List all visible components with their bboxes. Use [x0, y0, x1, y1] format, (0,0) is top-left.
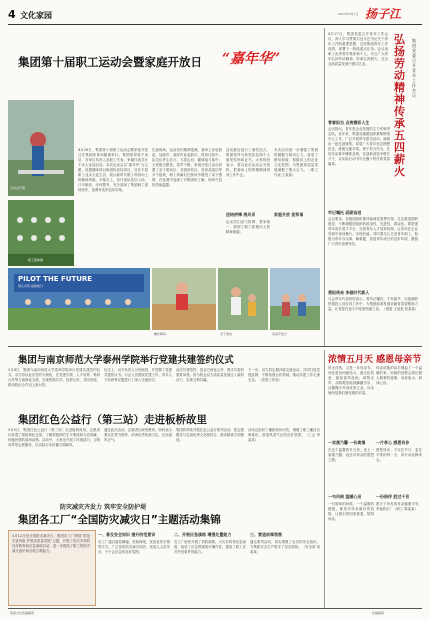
- footer-rule: [8, 608, 422, 609]
- photo-opening-ceremony-image: [8, 100, 74, 196]
- essay-subhead-2: 一句问候 温暖心田: [328, 494, 362, 499]
- section-divider-1: [8, 346, 422, 347]
- essay-title: 浓情五月天 感恩母亲节: [328, 355, 422, 365]
- section-title: 文化家园: [20, 11, 52, 20]
- article4-col2: 各工厂通过悬挂横幅、张贴海报、发放宣传手册等方式，广泛宣传防灾减灾知识，营造人人讲安全、个个会应急的良好氛围。: [98, 540, 170, 554]
- article4-title: 集团各工厂“全国防灾减灾日”主题活动集锦: [18, 514, 221, 526]
- main-article-col3b: 运动员们奋力拼搏、勇争第一，展现了职工积极向上的精神面貌。: [226, 220, 270, 234]
- photo-sports-moment: [152, 268, 216, 330]
- essay-subhead-4: 一份陪伴 胜过千言: [376, 494, 410, 499]
- right-col-divider: [324, 28, 325, 346]
- photo-sports-moment-image: [152, 268, 216, 330]
- right-col-subhead-2: 牢记嘱托 砥砺奋进: [328, 210, 362, 215]
- main-article-col2: 比赛现场，运动员们精神饱满，赛场上你追我赶，加油声、欢呼声此起彼伏。拔河比赛中，队员们齐心协力，力拔山河；趣味接力赛中，大家配合默契，笑声不断。家庭开放日活动设置了亲子游戏区、非遗体验区、美食品鉴区等多个板块，职工家属们在游戏中增进了亲子感情，在参观中加深了对集团的了解，现场气氛热烈而温馨。: [152, 148, 222, 187]
- main-subhead-1: 团结拼搏 展风采: [226, 212, 256, 217]
- article4-subhead-3: 三、营造浓厚氛围: [250, 532, 282, 537]
- page-number: 4: [8, 8, 16, 21]
- right-col-subhead-1: 青春担当 点亮精彩人生: [328, 120, 370, 125]
- photo1-caption: 运动会开幕: [10, 186, 26, 190]
- article4-col3: 各工厂组织开展了消防疏散、火灾扑救等应急演练，检验了应急预案的可操作性，提高了职工应对突发事件的能力。: [174, 540, 246, 554]
- issue-date: 2023年5月1日: [338, 12, 359, 16]
- main-article-col4: 本次活动进一步增强了集团的凝聚力和向心力，营造了团结和谐、积极向上的企业文化氛围，为集团高质量发展凝聚了强大合力。（职工代表 王某某）: [274, 148, 318, 177]
- article4-subhead-2: 二、开展应急演练 增强处置能力: [174, 532, 232, 537]
- masthead-logo: 扬子江: [365, 7, 402, 21]
- right-col-intro: 4月27日，集团党委召开青年工作会议，深入学习贯彻习近平总书记关于青年工作的重要思想，总结集团青年工作成绩，部署下一阶段重点任务。会议表彰了优秀青年集体和个人，号召广大青年弘扬劳动精神，传承五四薪火，在企业高质量发展中建功立业。: [328, 32, 388, 66]
- article4-subhead-1: 一、普及安全知识 提升防范意识: [98, 532, 156, 537]
- right-col-body-1: 会议指出，青年是企业发展的生力军和突击队。近年来，集团各级团组织紧紧围绕中心工作，广泛开展青年建功活动，涌现出一批先进典型。希望广大青年坚定理想信念，练就过硬本领，勇于担当作为，在攻坚克难中锤炼品格，在创新创造中增长才干，以实际行动书写无愧于时代的青春篇章。: [328, 127, 390, 166]
- banner-subtext: 同心共筑·砥砺前行: [18, 284, 43, 288]
- photo-open-day: [270, 268, 320, 330]
- footer-left: 集团文化报编辑部: [10, 611, 35, 615]
- photo-group-exercise-image: [8, 200, 74, 266]
- essay-subhead-3: 一片孝心 感恩有你: [376, 440, 410, 445]
- essay-divider: [324, 350, 325, 608]
- photo-group-exercise: [8, 200, 74, 266]
- photo-family-game: [218, 268, 268, 330]
- article3-col1: 5月5日，集团红色公益行（第三站）走进板桥故里。志愿者们参观了郑板桥纪念馆，了解郑板桥的生平事迹和为官清廉、体恤民情的高尚品格。活动中，大家还开展了环境清扫、文明劝导等志愿服务，以实际行动传播文明新风。: [8, 428, 100, 447]
- article3-col4: 活动还组织了廉政知识问答，增强了职工廉洁自律意识，营造风清气正的良好氛围。（工会 李某某）: [248, 428, 320, 442]
- essay-col1: 时光荏苒，又是一年母亲节。母爱是世间最伟大、最无私的爱，她如春风化雨，润物无声。从呱呱坠地到蹒跚学步，从懵懂少年到成家立业，母亲始终是我们最坚强的后盾。: [328, 366, 374, 395]
- right-col-subtitle: 集团党委召开青年工作会议: [412, 38, 416, 98]
- article3-col2: 通过此次活动，志愿者们深受教育，纷纷表示要以先贤为榜样，传承优秀传统文化，弘扬清风正气。: [104, 428, 172, 442]
- photo-family-game-image: [218, 268, 268, 330]
- right-col-subhead-3: 勇担使命 争做时代新人: [328, 290, 370, 295]
- photo-open-day-image: [270, 268, 320, 330]
- footer-right: 投稿邮箱: [372, 611, 385, 615]
- essay-col2c: 愿天下所有的母亲健康平安，幸福快乐！（职工 陈某某）: [376, 502, 422, 511]
- essay-col2: 母亲用她的双手撑起了一个温暖的家，用她的爱教会我们做人做事的道理。母爱如水，润泽心田。: [376, 366, 422, 385]
- photo-opening-ceremony: [8, 100, 74, 196]
- article4-intro: 5月12日是全国防灾减灾日，集团各工厂围绕“防范灾害风险 护航高质量发展”主题，开展了形式多样的宣传教育和应急演练活动，进一步提高了职工的防灾减灾意识和自救互救能力。: [12, 534, 90, 553]
- main-subhead-2: 家庭开放 促和谐: [274, 212, 304, 217]
- right-col-title: 弘扬劳动精神 传承五四薪火: [394, 34, 405, 178]
- right-col-body-2: 会议要求，各级团组织要持续深化思想引领，扎实推进团的建设，不断增强团组织的政治性、先进性、群众性。要搭建青年成长成才平台，完善青年人才培养机制，让青年在企业发展中找到舞台、实现价值。同时要关心关爱青年职工，积极为青年办实事、解难题，营造青年成长的良好环境，激励广大青年奋勇争先。: [328, 217, 418, 246]
- main-article-col3: 活动最后进行了颁奖仪式，集团领导为获奖队伍和个人颁发奖杯和证书。大家纷纷表示，将以此次运动会为契机，把赛场上的拼搏精神带到工作中去。: [226, 148, 270, 177]
- essay-col2b: 感恩母亲，不仅在节日，更在平常的每一天，用行动诠释孝心。: [376, 448, 422, 462]
- article2-col3: 此次共建签约，是双方深化合作、携手共进的重要举措，将为校企双方高质量发展注入新的动力，实现互利共赢。: [176, 368, 244, 382]
- right-col-body-3: 与会青年代表纷纷表示，将牢记嘱托、不负韶华，以饱满的热情投入到各项工作中，为集团改革发展贡献青春智慧和力量，让青春在奋斗中绽放绚丽之花。（团委 王某某 张某某）: [328, 297, 418, 311]
- article2-title: 集团与南京师范大学泰州学院举行党建共建签约仪式: [18, 355, 234, 366]
- main-article-title-tag: “嘉年华”: [222, 51, 281, 67]
- article4-col4: 通过系列活动，切实增强了全员的安全意识，为集团安全生产筑牢了坚实防线。（安全部 刘某某）: [250, 540, 320, 554]
- article3-col3: 集团将持续开展红色公益行系列活动，把志愿服务与弘扬优秀文化相结合，推动精神文明建设。: [176, 428, 244, 442]
- article3-title: 集团红色公益行（第三站）走进板桥故里: [18, 414, 207, 426]
- main-article-title: 集团第十届职工运动会暨家庭开放日: [18, 55, 202, 69]
- essay-col1b: 在这个温馨的节日里，送上一束康乃馨，表达对母亲的感恩之情。: [328, 448, 374, 462]
- article2-col4: 下一步，双方将定期开展交流活动，共同打造党建品牌，不断拓展合作领域，推动共建工作走深走实。（党群工作部）: [248, 368, 320, 382]
- article4-headline-small: 防灾减灾齐发力 筑牢安全防护堤: [60, 504, 147, 511]
- article2-col1: 5月4日，集团与南京师范大学泰州学院举行党建共建签约仪式。双方将以此次签约为契机，在党建引领、人才培养、科研合作等方面深化交流，实现资源共享、优势互补、共同发展，推动校企合作迈上新台阶。: [8, 368, 100, 387]
- banner-text: PILOT THE FUTURE: [18, 275, 93, 283]
- photo2-caption: 职工团体操: [28, 258, 44, 262]
- photo5-caption: 家庭开放日: [272, 332, 288, 336]
- essay-col1c: 一句简单的问候，一个温暖的拥抱，都是对母亲最好的回报。让我们常回家看看，陪陪母亲。: [328, 502, 374, 521]
- header-rule: [8, 24, 422, 25]
- photo4-caption: 亲子游戏: [220, 332, 233, 336]
- essay-subhead-1: 一束康乃馨 一份真情: [328, 440, 366, 445]
- main-article-col1: 4月28日，集团第十届职工运动会暨家庭开放日在集团体育场隆重举行。集团领导班子成员、各单位负责人及职工代表、家属代表共计千余人参加活动。本次运动会以“嘉年华”为主题，设置趣味项目和团体竞技项目，旨在丰富职工业余文化生活，展示新时代职工昂扬向上的精神风貌。开幕式上，各代表队依次入场，口号响亮，步伐整齐，充分展现了集团职工团结协作、奋勇争先的良好形象。: [78, 148, 148, 192]
- article2-col2: 仪式上，双方负责人分别致辞，并签署了党建共建协议书。与会人员围绕党建工作、青年人才培养等议题进行了深入交流探讨。: [104, 368, 172, 382]
- photo3-caption: 精彩瞬间: [154, 332, 167, 336]
